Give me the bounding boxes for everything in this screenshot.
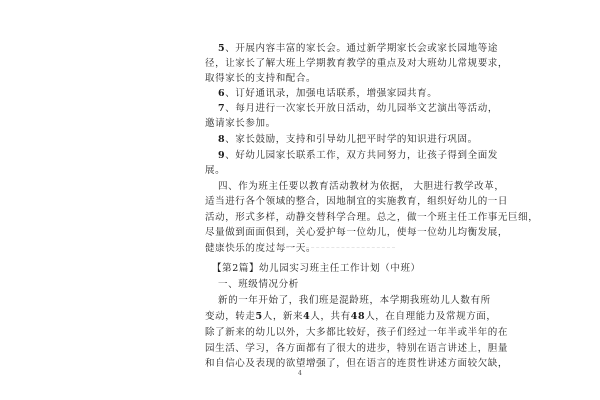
paragraph-5-line-3: 取得家长的支持和配合。 <box>205 73 317 84</box>
section-subhead: 一、班级情况分析 <box>218 279 299 290</box>
paragraph-5-line-2: 径，让家长了解大班上学期教育教学的重点及对大班幼儿常规要求， <box>205 58 509 69</box>
paragraph-5-line-1 <box>218 43 498 55</box>
item-text: 、开展内容丰富的家长会。通过新学期家长会或家长园地等途 <box>225 43 498 54</box>
body-line-2 <box>205 311 497 323</box>
item-text: 、好幼儿园家长联系工作，双方共同努力，让孩子得到全面发 <box>225 150 498 161</box>
paragraph-4-line-5: 健康快乐的度过每一天。 <box>205 243 317 254</box>
text-run: 变动，转走 <box>205 311 256 322</box>
number-new-students: 4 <box>303 311 311 322</box>
item-text: 、订好通讯录，加强电话联系，增强家园共育。 <box>225 88 438 99</box>
item-number: 8 <box>218 134 226 145</box>
body-line-5: 和自信心及表现的欲望增强了，但在语言的连贯性讲述方面较欠缺， <box>205 358 509 369</box>
section-title: 【第2篇】幼儿园实习班主任工作计划（中班） <box>212 263 421 274</box>
paragraph-4-line-2: 适当进行各个领域的整合，因地制宜的实施教育，组织好幼儿的一日 <box>205 196 509 207</box>
text-run: 人，在自理能力及常规方面， <box>365 311 497 322</box>
text-run: 人，共有 <box>310 311 351 322</box>
paragraph-8 <box>218 134 478 146</box>
text-run: 人，新来 <box>262 311 304 322</box>
paragraph-6 <box>218 88 437 100</box>
paragraph-9-line-2: 展。 <box>205 165 226 176</box>
section-divider <box>205 247 395 248</box>
item-number: 5 <box>218 43 226 54</box>
number-transferred-out: 5 <box>255 311 263 322</box>
item-number: 6 <box>218 88 226 99</box>
body-line-1: 新的一年开始了，我们班是混龄班，本学期我班幼儿人数有所 <box>218 295 491 306</box>
item-text: 、家长鼓励，支持和引导幼儿把平时学的知识进行巩固。 <box>225 134 478 145</box>
item-number: 9 <box>218 150 226 161</box>
paragraph-7-line-1 <box>218 103 498 115</box>
body-line-3: 除了新来的幼儿以外，大多都比较好，孩子们经过一年半或半年的在 <box>205 327 509 338</box>
paragraph-4-line-4: 尽量做到面面俱到，关心爱护每一位幼儿，使每一位幼儿均衡发展， <box>205 227 509 238</box>
paragraph-4-line-1: 四、作为班主任要以教育活动教材为依据， 大胆进行教学改革， <box>218 181 505 192</box>
paragraph-4-line-3: 活动，形式多样，动静交替科学合理。总之，做一个班主任工作事无巨细， <box>205 212 539 223</box>
body-line-4: 园生活、学习，各方面都有了很大的进步，特别在语言讲述上，胆量 <box>205 343 509 354</box>
paragraph-7-line-2: 邀请家长参加。 <box>205 118 276 129</box>
page-number: 4 <box>298 370 302 377</box>
item-text: 、每月进行一次家长开放日活动，幼儿园举文艺演出等活动， <box>225 103 498 114</box>
paragraph-9-line-1 <box>218 150 498 162</box>
item-number: 7 <box>218 103 226 114</box>
number-total-students: 48 <box>350 311 366 322</box>
